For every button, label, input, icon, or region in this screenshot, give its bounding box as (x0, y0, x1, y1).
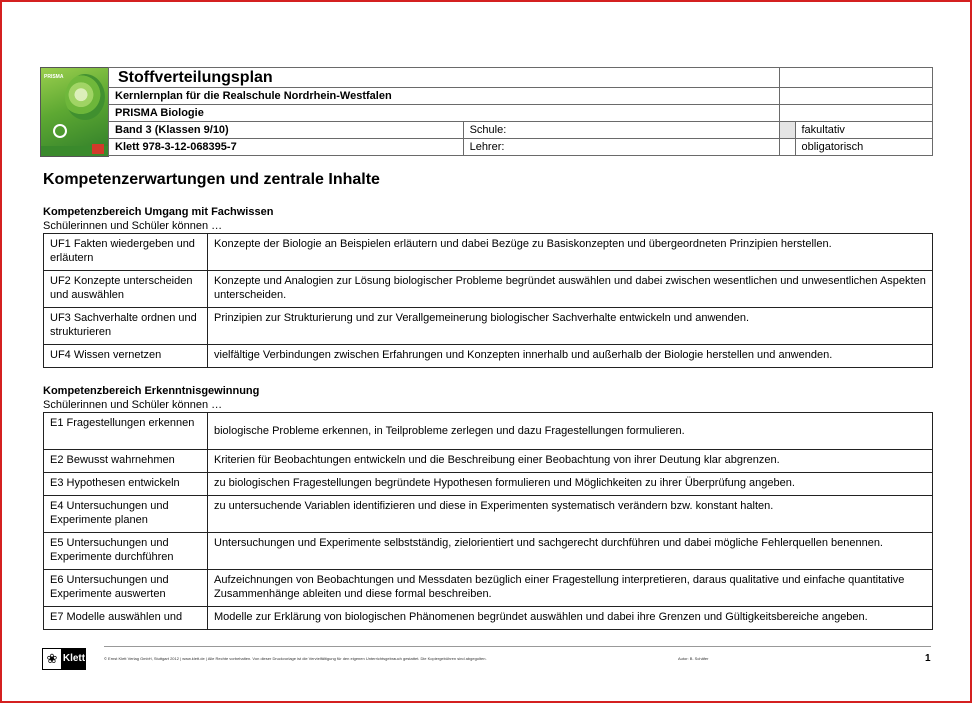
competence-key: UF1 Fakten wiedergeben und erläutern (44, 234, 208, 271)
header-empty-cell (780, 105, 933, 122)
competence-key: E5 Untersuchungen und Experimente durchführen (44, 533, 208, 570)
competence-value: zu biologischen Fragestellungen begründete Hypothesen formulieren und Möglichkeiten zu ihrer Überprüfung angeben. (208, 473, 933, 496)
lehrer-field[interactable]: Lehrer: (463, 139, 779, 156)
klett-logo (42, 648, 86, 670)
competence-value: vielfältige Verbindungen zwischen Erfahrungen und Konzepten innerhalb und außerhalb der Biologie herstellen und anwenden. (208, 345, 933, 368)
section-title: Kompetenzbereich Umgang mit Fachwissen (43, 206, 274, 218)
competence-value: Untersuchungen und Experimente selbstständig, zielorientiert und sachgerecht durchführen und dabei mögliche Fehlerquellen benennen. (208, 533, 933, 570)
doc-title: Stoffverteilungsplan (109, 68, 780, 88)
cover-title: PRISMA (44, 74, 64, 80)
competence-key: UF4 Wissen vernetzen (44, 345, 208, 368)
competence-key: E6 Untersuchungen und Experimente auswerten (44, 570, 208, 607)
cover-klett-mark (92, 144, 104, 154)
competence-key: UF3 Sachverhalte ordnen und strukturieren (44, 308, 208, 345)
table-row (44, 450, 933, 473)
band-label: Band 3 (Klassen 9/10) (109, 122, 464, 139)
competence-key: E1 Fragestellungen erkennen (44, 413, 208, 450)
competence-key: E4 Untersuchungen und Experimente planen (44, 496, 208, 533)
erkenntnis-table (43, 412, 933, 630)
competence-key: UF2 Konzepte unterscheiden und auswählen (44, 271, 208, 308)
footer-author: Autor: B. Schäfer (678, 656, 709, 661)
table-row (44, 345, 933, 368)
doc-subtitle: Kernlernplan für die Realschule Nordrhein-Westfalen (109, 88, 780, 105)
table-row (44, 607, 933, 630)
header-table (108, 67, 933, 156)
cover-swirl-graphic (65, 74, 105, 120)
competence-value: Konzepte der Biologie an Beispielen erläutern und dabei Bezüge zu Basiskonzepten und übergeordneten Prinzipien herstellen. (208, 234, 933, 271)
competence-value: zu untersuchende Variablen identifizieren und diese in Experimenten systematisch verändern bzw. konstant halten. (208, 496, 933, 533)
book-name: PRISMA Biologie (109, 105, 780, 122)
isbn-label: Klett 978-3-12-068395-7 (109, 139, 464, 156)
fakultativ-marker (780, 122, 796, 139)
klett-wordmark: Klett (62, 648, 86, 670)
section-subtitle: Schülerinnen und Schüler können … (43, 220, 223, 232)
table-row (44, 570, 933, 607)
obligatorisch-marker (780, 139, 796, 156)
fakultativ-label: fakultativ (795, 122, 933, 139)
table-row (44, 234, 933, 271)
section-title: Kompetenzbereich Erkenntnisgewinnung (43, 385, 260, 397)
page-number: 1 (925, 653, 931, 664)
header-empty-cell (780, 68, 933, 88)
obligatorisch-label: obligatorisch (795, 139, 933, 156)
footer-copyright: © Ernst Klett Verlag GmbH, Stuttgart 2012 | www.klett.de | Alle Rechte vorbehalten. Von dieser Druckvorlage ist die Vervielfältigung für den eigenen Unterrichtsgebrauch gestattet. Die Kopiergebühren sind abgegolten. (104, 656, 487, 661)
section-subtitle: Schülerinnen und Schüler können … (43, 399, 223, 411)
table-row (44, 473, 933, 496)
competence-value: Prinzipien zur Strukturierung und zur Verallgemeinerung biologischer Sachverhalte entwickeln und anwenden. (208, 308, 933, 345)
table-row (44, 308, 933, 345)
table-row (44, 533, 933, 570)
competence-value: Kriterien für Beobachtungen entwickeln und die Beschreibung einer Beobachtung von ihrer Deutung klar abgrenzen. (208, 450, 933, 473)
competence-key: E2 Bewusst wahrnehmen (44, 450, 208, 473)
book-cover-image (40, 67, 109, 157)
footer-divider (104, 646, 931, 647)
competence-value: Konzepte und Analogien zur Lösung biologischer Probleme begründet auswählen und dabei zwischen wesentlichen und unwesentlichen Aspekten unterscheiden. (208, 271, 933, 308)
main-title: Kompetenzerwartungen und zentrale Inhalte (43, 171, 380, 188)
cover-disc-graphic (53, 124, 67, 138)
competence-value: biologische Probleme erkennen, in Teilprobleme zerlegen und dazu Fragestellungen formulieren. (208, 413, 933, 450)
competence-key: E7 Modelle auswählen und (44, 607, 208, 630)
competence-key: E3 Hypothesen entwickeln (44, 473, 208, 496)
klett-figure-icon: ❀ (42, 648, 62, 670)
header-empty-cell (780, 88, 933, 105)
table-row (44, 413, 933, 450)
fachwissen-table (43, 233, 933, 368)
competence-value: Aufzeichnungen von Beobachtungen und Messdaten bezüglich einer Fragestellung interpretieren, daraus qualitative und einfache quantitative Zusammenhänge ableiten und diese formal beschreiben. (208, 570, 933, 607)
schule-field[interactable]: Schule: (463, 122, 779, 139)
competence-value: Modelle zur Erklärung von biologischen Phänomenen begründet auswählen und dabei ihre Grenzen und Gültigkeitsbereiche angeben. (208, 607, 933, 630)
table-row (44, 271, 933, 308)
table-row (44, 496, 933, 533)
